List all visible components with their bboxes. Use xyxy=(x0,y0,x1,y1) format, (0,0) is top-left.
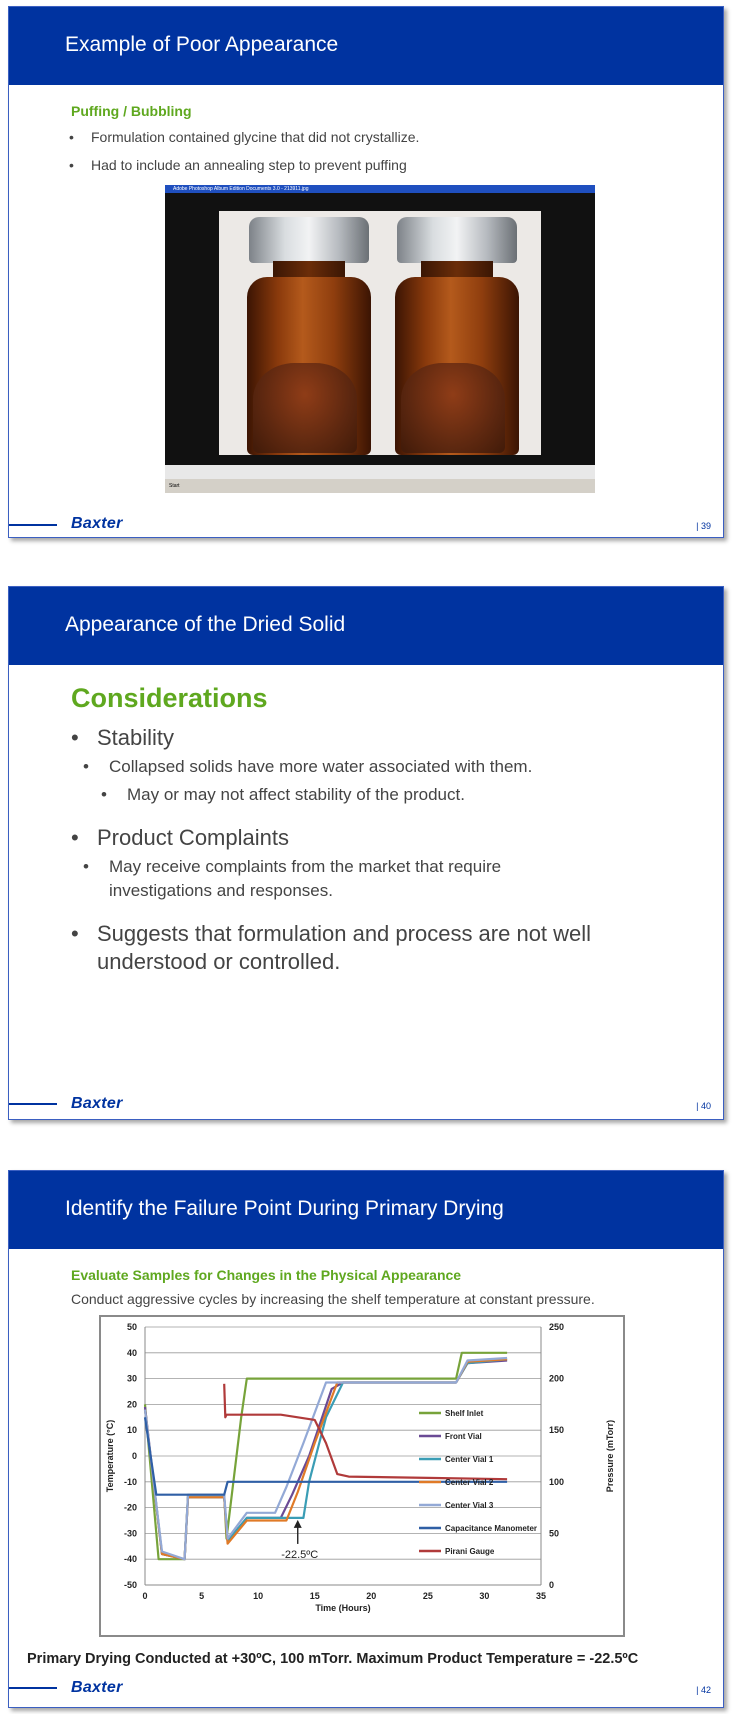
y-tick-label: 0 xyxy=(131,1451,137,1461)
bullet-text: understood or controlled. xyxy=(97,949,341,974)
legend-label: Center Vial 2 xyxy=(445,1478,494,1487)
slide-subtitle: Puffing / Bubbling xyxy=(71,103,192,119)
vial-left xyxy=(243,217,375,455)
y-tick-label: 30 xyxy=(126,1373,137,1384)
legend-label: Front Vial xyxy=(445,1432,482,1441)
x-tick-label: 35 xyxy=(535,1591,547,1601)
page-number: | 42 xyxy=(696,1685,711,1695)
footer-line xyxy=(9,1687,57,1689)
y-tick-label: -10 xyxy=(123,1476,137,1487)
y2-tick-label: 0 xyxy=(549,1580,555,1590)
y-tick-label: 50 xyxy=(126,1322,137,1332)
y2-tick-label: 250 xyxy=(549,1322,565,1332)
y-tick-label: -30 xyxy=(123,1528,137,1539)
baxter-logo: Baxter xyxy=(71,1679,123,1696)
slide-header xyxy=(9,587,723,665)
page-number: | 39 xyxy=(696,521,711,531)
bullet-text: Suggests that formulation and process are not well xyxy=(97,921,592,946)
x-tick-label: 20 xyxy=(366,1591,377,1601)
bullet-text: Product Complaints xyxy=(97,825,289,850)
chart-frame xyxy=(99,1315,625,1637)
y-axis-label: Temperature (°C) xyxy=(105,1419,115,1493)
bullet-text: May or may not affect stability of the product. xyxy=(127,785,465,804)
annotation-label: -22.5ºC xyxy=(281,1548,319,1561)
baxter-logo: Baxter xyxy=(71,1095,123,1112)
viewer-toolbar xyxy=(165,465,595,479)
slide-text: Conduct aggressive cycles by increasing the shelf temperature at constant pressure. xyxy=(71,1291,595,1307)
bullet-text: Stability xyxy=(97,725,175,750)
x-tick-label: 15 xyxy=(309,1591,320,1601)
legend-label: Shelf Inlet xyxy=(445,1409,484,1418)
slide-title: Identify the Failure Point During Primary Drying xyxy=(65,1197,504,1220)
y-tick-label: -20 xyxy=(123,1502,137,1513)
slide-42 xyxy=(8,1170,724,1708)
slide-39: Example of Poor Appearance Puffing / Bubbling • Formulation contained glycine that did not crystallize. • Had to include an annealing step to prevent puffing Adobe Photoshop Album Edition Documents 3.0 - 213911.jpg Start Baxter | 39 xyxy=(8,6,724,538)
footer-line xyxy=(9,1103,57,1105)
legend-label: Center Vial 3 xyxy=(445,1501,494,1510)
y2-axis-label: Pressure (mTorr) xyxy=(605,1419,615,1493)
page-number: | 40 xyxy=(696,1101,711,1111)
y-tick-label: 10 xyxy=(126,1425,137,1436)
footer-line xyxy=(9,524,57,526)
x-axis-label: Time (Hours) xyxy=(315,1603,371,1613)
windows-taskbar xyxy=(165,479,595,493)
bullet-text: May receive complaints from the market that require xyxy=(109,857,502,876)
x-tick-label: 5 xyxy=(199,1591,205,1601)
bullet-text: investigations and responses. xyxy=(109,881,333,900)
slide-header xyxy=(9,1171,723,1249)
y2-tick-label: 200 xyxy=(549,1373,565,1384)
vial-right xyxy=(391,217,523,455)
chart-caption: Primary Drying Conducted at +30ºC, 100 mTorr. Maximum Product Temperature = -22.5ºC xyxy=(27,1651,639,1667)
slide-40: Appearance of the Dried Solid Considerations • Stability • Collapsed solids have more water associated with them. • May or may not affect stability of the product. • Product Complaints • May receive complaints from the market that require investigations and responses. • Suggests that formulation and process are not well understood or controlled. Baxter | 40 xyxy=(8,586,724,1120)
bullet-text: Formulation contained glycine that did not crystallize. xyxy=(91,129,420,145)
y2-tick-label: 50 xyxy=(549,1528,560,1539)
slide-heading: Considerations xyxy=(71,683,268,713)
x-tick-label: 0 xyxy=(142,1591,148,1601)
x-tick-label: 30 xyxy=(479,1591,490,1601)
baxter-logo: Baxter xyxy=(71,515,123,532)
photo-viewer-window xyxy=(165,185,595,493)
start-button: Start xyxy=(169,483,180,489)
x-tick-label: 25 xyxy=(422,1591,433,1601)
legend-label: Center Vial 1 xyxy=(445,1455,494,1464)
slide-title: Appearance of the Dried Solid xyxy=(65,613,346,636)
temperature-pressure-chart xyxy=(101,1317,623,1635)
vials-photo xyxy=(219,211,541,455)
annotation-arrowhead xyxy=(294,1520,302,1528)
y2-tick-label: 100 xyxy=(549,1476,565,1487)
bullet-text: Collapsed solids have more water associated with them. xyxy=(109,757,533,776)
y-tick-label: 40 xyxy=(126,1347,137,1358)
slide-title: Example of Poor Appearance xyxy=(65,33,339,56)
slide-subtitle: Evaluate Samples for Changes in the Physical Appearance xyxy=(71,1267,462,1283)
legend-label: Capacitance Manometer xyxy=(445,1524,538,1533)
y-tick-label: 20 xyxy=(126,1399,137,1410)
window-titlebar: Adobe Photoshop Album Edition Documents 3.0 - 213911.jpg xyxy=(165,185,595,193)
slide-header xyxy=(9,7,723,85)
y2-tick-label: 150 xyxy=(549,1425,565,1436)
bullet-text: Had to include an annealing step to prevent puffing xyxy=(91,157,407,173)
legend-label: Pirani Gauge xyxy=(445,1547,495,1556)
x-tick-label: 10 xyxy=(253,1591,264,1601)
y-tick-label: -40 xyxy=(123,1554,137,1565)
y-tick-label: -50 xyxy=(123,1580,137,1590)
